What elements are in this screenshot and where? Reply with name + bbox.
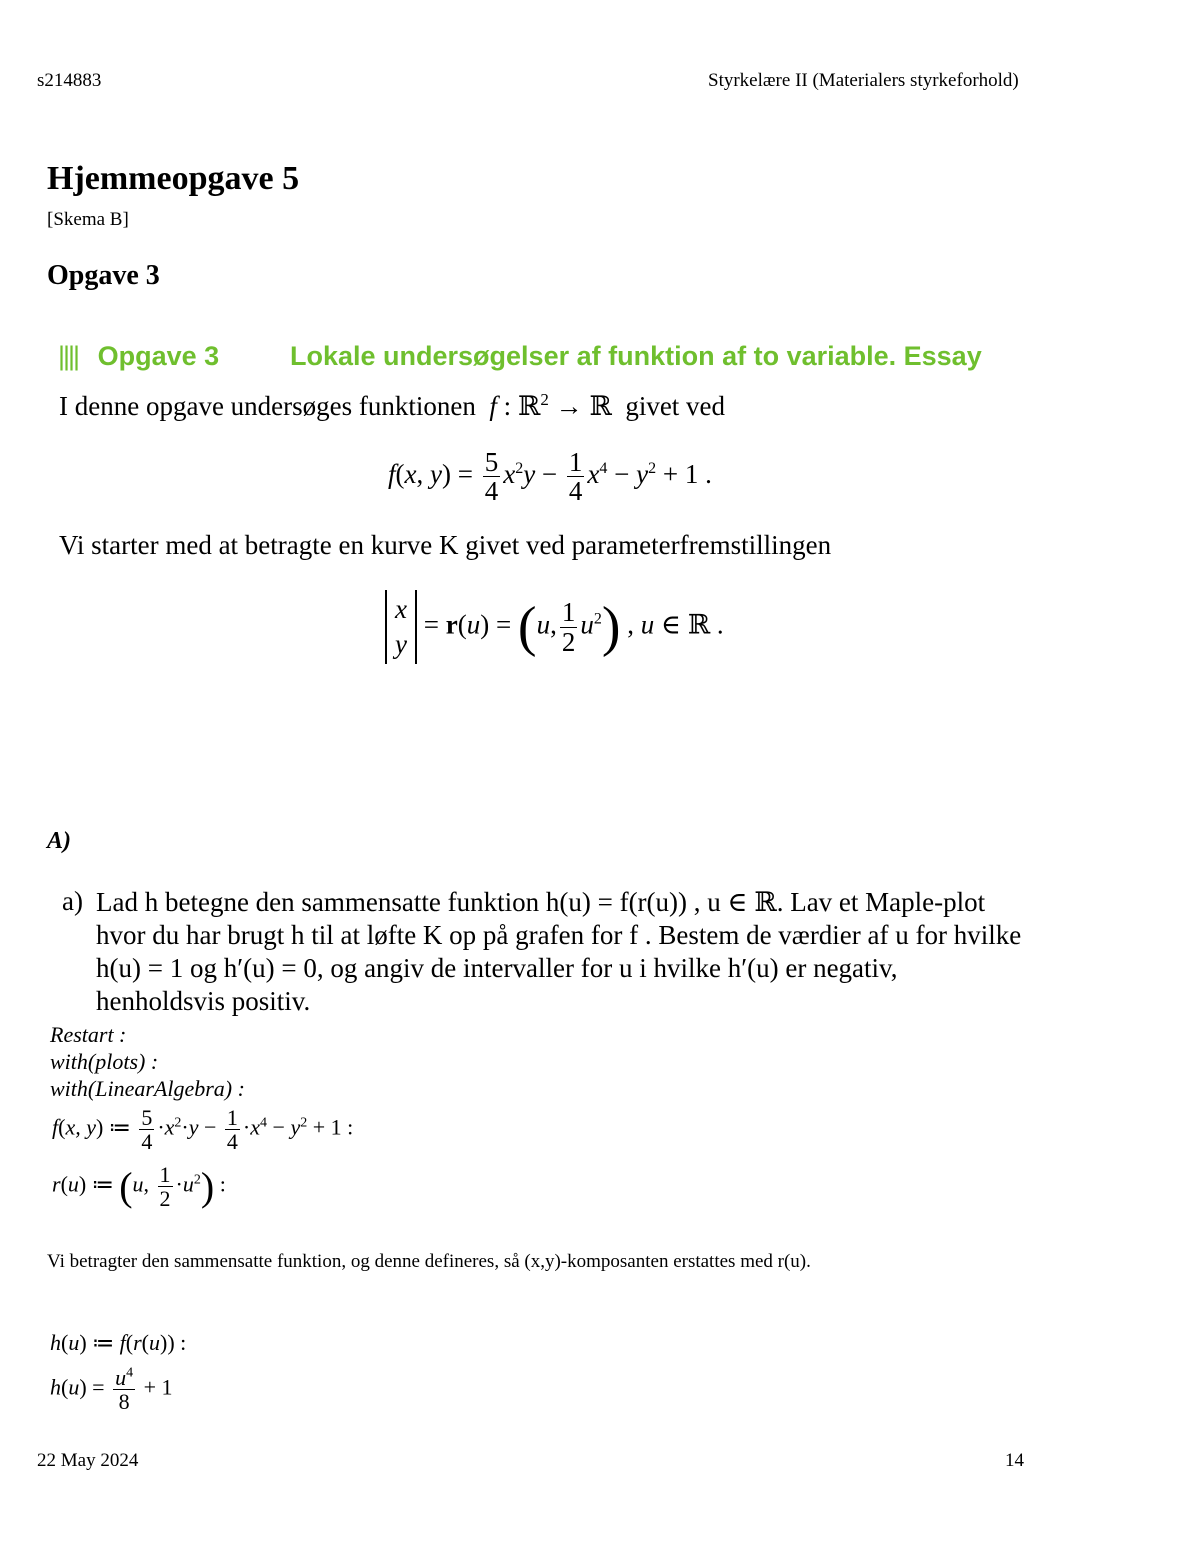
footer-page-number: 14 [1005, 1450, 1024, 1471]
problem-heading-row [58, 341, 219, 372]
maple-h-result: h(u) = $\frac{u^4}{8}$ + 1 [50, 1365, 173, 1415]
maple-with-plots: with(plots) : [50, 1049, 159, 1074]
maple-r-definition: r(u) ≔ (u, $\frac{1}{2}$ $\cdot u^2$) : [52, 1162, 226, 1212]
maple-restart: Restart : [50, 1022, 127, 1047]
problem-label: Opgave 3 [97, 341, 220, 371]
maple-h-definition: h(u) ≔ f(r(u)) : [50, 1330, 187, 1355]
parametrization-equation: x y = r(u) = (u, $\frac{1}{2}$ $u^2$) , u ∈ ℝ . [385, 590, 724, 664]
explanation-paragraph: Vi betragter den sammensatte funktion, og denne defineres, så (x,y)-komposanten erstattes med r(u). [47, 1251, 811, 1272]
page-subtitle: [Skema B] [47, 209, 129, 230]
intro-text-2: givet ved [625, 391, 726, 421]
task-marker: a) [62, 886, 83, 916]
page-title: Hjemmeopgave 5 [47, 160, 300, 197]
maple-with-linalg: with(LinearAlgebra) : [50, 1076, 245, 1101]
problem-heading: Lokale undersøgelser af funktion af to variable. Essay [290, 341, 982, 371]
header-right: Styrkelære II (Materialers styrkeforhold) [708, 70, 1019, 91]
problem-bars: |||| [58, 341, 79, 371]
problem-intro: I denne opgave undersøges funktionen f : ℝ$^2$ → ℝ givet ved [59, 390, 726, 421]
intro-text: I denne opgave undersøges funktionen [59, 391, 476, 421]
part-label: A) [47, 828, 71, 854]
header-left: s214883 [37, 70, 102, 91]
section-heading: Opgave 3 [47, 260, 160, 291]
maple-f-definition: f(x, y) ≔ $\frac{5}{4}$ $\cdot x^2\cdot y$ − $\frac{1}{4}$ $\cdot x^4 - y^2 + 1$ : [52, 1105, 354, 1155]
function-equation: f(x, y) = $\frac{5}{4}$ $x^2y$ − $\frac{1}{4}$ $x^4 - y^2 + 1$ . [388, 447, 712, 507]
curve-text: Vi starter med at betragte en kurve K givet ved parameterfremstillingen [59, 530, 832, 560]
footer-date: 22 May 2024 [37, 1450, 139, 1471]
task-text: Lad h betegne den sammensatte funktion h(u) = f(r(u)) , u ∈ ℝ. Lav et Maple-plot hvor du har brugt h til at løfte K op på grafen for f . Bestem de værdier af u for hvilke h(u) = 1 og h′(u) = 0, og angiv de intervaller for u i hvilke h′(u) er negativ, henholdsvis positiv. [96, 887, 1022, 1016]
